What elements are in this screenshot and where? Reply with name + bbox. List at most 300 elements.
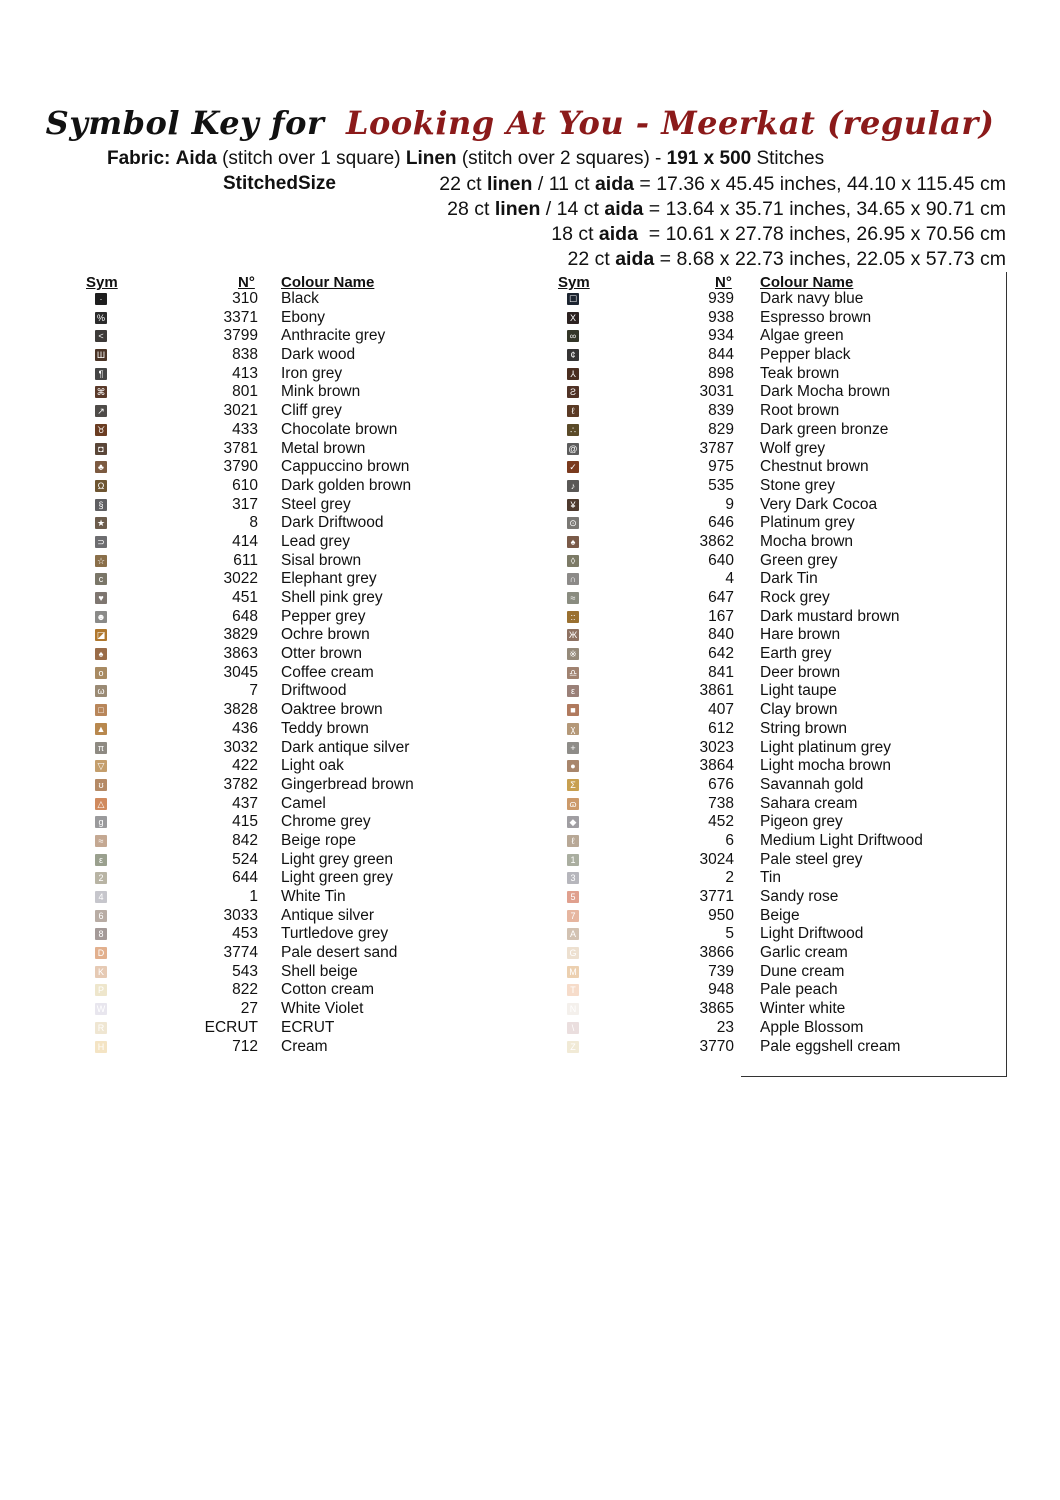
- size-text: = 17.36 x 45.45 inches, 44.10 x 115.45 cm: [633, 173, 1006, 195]
- colour-name: Beige rope: [281, 831, 356, 849]
- colour-row: [0, 1038, 1006, 1057]
- size-text: = 8.68 x 22.73 inches, 22.05 x 57.73 cm: [654, 248, 1006, 270]
- symbol-swatch: o: [95, 667, 107, 679]
- thread-number: 543: [232, 962, 258, 980]
- thread-number: 23: [716, 1018, 734, 1036]
- thread-number: 1: [249, 888, 258, 905]
- colour-name: Black: [281, 290, 319, 307]
- colour-name: Clay brown: [760, 701, 838, 719]
- colour-name: Turtledove grey: [281, 925, 389, 943]
- colour-name: Shell pink grey: [281, 589, 383, 606]
- size-text: 18 ct: [551, 223, 599, 245]
- colour-name: String brown: [760, 719, 848, 737]
- colour-name: Stone grey: [760, 476, 835, 494]
- colour-row: [0, 421, 1006, 440]
- symbol-swatch: ε: [567, 685, 579, 697]
- thread-number: 3865: [699, 1000, 734, 1018]
- fabric-label: Fabric:: [107, 148, 171, 169]
- colour-name: Light oak: [281, 757, 344, 775]
- thread-number: 948: [708, 981, 734, 999]
- fabric-aida-word: aida: [598, 223, 638, 245]
- colour-row: [0, 1000, 1006, 1019]
- symbol-swatch: G: [567, 947, 579, 959]
- thread-number: 3866: [699, 944, 734, 962]
- stitched-size-row: [551, 223, 1006, 246]
- thread-number: 3032: [223, 738, 258, 756]
- symbol-swatch: H: [95, 1041, 107, 1053]
- symbol-swatch: 3: [567, 872, 579, 884]
- symbol-swatch: ♠: [95, 648, 107, 660]
- thread-number: 3771: [699, 888, 734, 905]
- right-colour-list: [0, 290, 1006, 1056]
- colour-name: Chestnut brown: [760, 458, 869, 476]
- colour-name: Green grey: [760, 551, 838, 569]
- colour-name: Cliff grey: [281, 402, 342, 420]
- colour-row: [0, 682, 1006, 701]
- symbol-swatch: A: [567, 928, 579, 940]
- symbol-swatch: ¥: [567, 499, 579, 511]
- title-prefix: Symbol Key for: [45, 104, 325, 142]
- thread-number: 3781: [223, 439, 258, 457]
- colour-row: [0, 1019, 1006, 1038]
- symbol-swatch: χ: [567, 723, 579, 735]
- symbol-swatch: P: [95, 984, 107, 996]
- symbol-swatch: §: [95, 499, 107, 511]
- colour-name: Wolf grey: [760, 439, 826, 457]
- symbol-swatch: Ƨ: [567, 386, 579, 398]
- thread-number: 3799: [223, 327, 258, 345]
- table-border-bottom: [741, 1076, 1007, 1077]
- symbol-swatch: D: [95, 947, 107, 959]
- left-header-sym: Sym: [86, 274, 118, 291]
- thread-number: 3864: [699, 757, 734, 775]
- thread-number: 422: [232, 757, 258, 775]
- thread-number: 6: [725, 831, 734, 849]
- symbol-swatch: c: [95, 573, 107, 585]
- symbol-swatch: ¢: [567, 349, 579, 361]
- fabric-linen-note: (stitch over 2 squares) -: [461, 148, 662, 169]
- symbol-swatch: ℓ: [567, 835, 579, 847]
- symbol-swatch: ≈: [567, 592, 579, 604]
- colour-name: Earth grey: [760, 645, 832, 663]
- pattern-name: Looking At You - Meerkat (regular): [345, 104, 995, 142]
- symbol-swatch: ◘: [95, 443, 107, 455]
- colour-name: Pale peach: [760, 981, 838, 999]
- colour-name: Sandy rose: [760, 888, 839, 905]
- colour-name: Dark green bronze: [760, 420, 889, 438]
- colour-row: [0, 907, 1006, 926]
- thread-number: 840: [708, 626, 734, 644]
- symbol-swatch: ★: [96, 518, 106, 529]
- fabric-aida-note: (stitch over 1 square): [222, 148, 401, 169]
- colour-name: Light green grey: [281, 869, 394, 887]
- thread-number: 642: [708, 645, 734, 663]
- symbol-swatch: 8: [95, 928, 107, 940]
- symbol-swatch: ☐: [568, 294, 578, 304]
- colour-name: Light taupe: [760, 682, 837, 700]
- symbol-swatch: ♎: [568, 667, 578, 678]
- stitched-size-row: [439, 173, 1006, 196]
- thread-number: 938: [708, 308, 734, 326]
- page-title: [0, 104, 1040, 142]
- thread-number: 3021: [223, 402, 258, 420]
- colour-row: [0, 514, 1006, 533]
- thread-number: 3024: [699, 850, 734, 868]
- symbol-swatch: ♪: [567, 480, 579, 492]
- colour-row: [0, 664, 1006, 683]
- colour-row: [0, 608, 1006, 627]
- symbol-swatch: Ж: [568, 630, 578, 641]
- colour-name: Deer brown: [760, 663, 841, 681]
- thread-number: 739: [708, 962, 734, 980]
- colour-row: [0, 496, 1006, 515]
- table-border-right: [1006, 272, 1007, 1076]
- colour-name: Dark Driftwood: [281, 514, 384, 532]
- colour-row: [0, 626, 1006, 645]
- colour-name: Chrome grey: [281, 813, 371, 831]
- symbol-swatch: ♉: [96, 424, 106, 435]
- thread-number: 524: [232, 850, 258, 868]
- colour-name: Pale steel grey: [760, 850, 863, 868]
- thread-number: 3770: [699, 1037, 734, 1055]
- thread-number: 738: [708, 794, 734, 812]
- symbol-swatch: 5: [567, 891, 579, 903]
- colour-row: [0, 757, 1006, 776]
- colour-name: Oaktree brown: [281, 701, 383, 719]
- colour-name: Mink brown: [281, 383, 361, 401]
- thread-number: 2: [725, 869, 734, 887]
- colour-name: Cotton cream: [281, 981, 375, 999]
- thread-number: 167: [708, 607, 734, 625]
- colour-row: [0, 720, 1006, 739]
- thread-number: 829: [708, 420, 734, 438]
- symbol-swatch: ⅄: [567, 368, 579, 380]
- colour-row: [0, 813, 1006, 832]
- symbol-swatch: 4: [95, 891, 107, 903]
- thread-number: 3790: [223, 458, 258, 476]
- colour-name: Driftwood: [281, 682, 347, 700]
- colour-name: Beige: [760, 906, 800, 924]
- colour-row: [0, 795, 1006, 814]
- stitched-size-label: StitchedSize: [223, 173, 336, 194]
- symbol-swatch: ɷ: [567, 798, 579, 810]
- colour-name: Ochre brown: [281, 626, 370, 644]
- thread-number: 407: [708, 701, 734, 719]
- symbol-swatch: X: [567, 312, 579, 324]
- thread-number: 3371: [223, 308, 258, 326]
- colour-name: Dark wood: [281, 346, 356, 364]
- colour-name: Sisal brown: [281, 551, 362, 569]
- thread-number: 9: [725, 495, 734, 513]
- colour-row: [0, 645, 1006, 664]
- symbol-swatch: ε: [95, 854, 107, 866]
- thread-number: 3862: [699, 532, 734, 550]
- colour-row: [0, 888, 1006, 907]
- colour-row: [0, 739, 1006, 758]
- thread-number: 647: [708, 589, 734, 606]
- colour-name: Dark mustard brown: [760, 607, 900, 625]
- thread-number: 3045: [223, 663, 258, 681]
- colour-row: [0, 477, 1006, 496]
- symbol-swatch: ∞: [567, 330, 579, 342]
- symbol-swatch: R: [95, 1022, 107, 1034]
- colour-name: Iron grey: [281, 364, 343, 382]
- symbol-swatch: ●: [567, 760, 579, 772]
- colour-row: [0, 440, 1006, 459]
- colour-name: ECRUT: [281, 1018, 335, 1036]
- colour-name: Otter brown: [281, 645, 362, 663]
- colour-name: Dark Tin: [760, 570, 818, 588]
- thread-number: 648: [232, 607, 258, 625]
- colour-row: [0, 981, 1006, 1000]
- colour-name: Dune cream: [760, 962, 845, 980]
- colour-name: Teddy brown: [281, 719, 369, 737]
- colour-row: [0, 869, 1006, 888]
- symbol-swatch: ※: [567, 648, 579, 660]
- colour-name: Teak brown: [760, 364, 840, 382]
- fabric-linen-word: linen: [486, 173, 533, 195]
- colour-name: Rock grey: [760, 589, 830, 606]
- colour-row: [0, 365, 1006, 384]
- thread-number: 975: [708, 458, 734, 476]
- colour-name: Chocolate brown: [281, 420, 398, 438]
- colour-name: Mocha brown: [760, 532, 854, 550]
- symbol-swatch: Z: [567, 1041, 579, 1053]
- colour-name: Dark golden brown: [281, 476, 412, 494]
- symbol-swatch: 1: [567, 854, 579, 866]
- colour-name: Ebony: [281, 308, 325, 326]
- symbol-swatch: ⊃: [95, 536, 107, 548]
- colour-name: White Tin: [281, 888, 346, 905]
- thread-number: 839: [708, 402, 734, 420]
- colour-name: Very Dark Cocoa: [760, 495, 878, 513]
- colour-row: [0, 383, 1006, 402]
- symbol-swatch: ω: [95, 685, 107, 697]
- symbol-swatch: ↗: [95, 405, 107, 417]
- symbol-swatch: %: [96, 312, 105, 323]
- symbol-swatch: π: [95, 742, 107, 754]
- thread-number: 414: [232, 532, 258, 550]
- symbol-swatch: Ω: [95, 480, 107, 492]
- symbol-swatch: ∩: [567, 573, 579, 585]
- thread-number: 317: [232, 495, 258, 513]
- left-header-num: N°: [238, 274, 255, 291]
- colour-name: Dark navy blue: [760, 290, 864, 307]
- thread-number: 610: [232, 476, 258, 494]
- colour-name: Pale desert sand: [281, 944, 398, 962]
- thread-number: 3829: [223, 626, 258, 644]
- symbol-swatch: ▲: [96, 723, 106, 734]
- symbol-swatch: ʊ: [95, 779, 107, 791]
- thread-number: 451: [232, 589, 258, 606]
- colour-name: Pigeon grey: [760, 813, 843, 831]
- colour-name: Light grey green: [281, 850, 394, 868]
- size-text: 22 ct: [439, 173, 487, 195]
- colour-name: Tin: [760, 869, 781, 887]
- colour-name: Cream: [281, 1037, 328, 1055]
- thread-number: 7: [249, 682, 258, 700]
- thread-number: 3782: [223, 775, 258, 793]
- symbol-swatch: ¶: [95, 368, 107, 380]
- thread-number: 415: [232, 813, 258, 831]
- symbol-swatch: M: [567, 966, 579, 978]
- symbol-swatch: <: [95, 330, 107, 342]
- size-text: = 10.61 x 27.78 inches, 26.95 x 70.56 cm: [637, 223, 1006, 245]
- thread-number: 433: [232, 420, 258, 438]
- fabric-aida: Aida: [175, 148, 217, 169]
- thread-number: 436: [232, 719, 258, 737]
- colour-row: [0, 589, 1006, 608]
- symbol-swatch: ≈: [95, 835, 107, 847]
- symbol-swatch: g: [95, 816, 107, 828]
- colour-name: Platinum grey: [760, 514, 855, 532]
- thread-number: 3031: [699, 383, 734, 401]
- colour-name: Lead grey: [281, 532, 350, 550]
- thread-number: 437: [232, 794, 258, 812]
- thread-number: 3863: [223, 645, 258, 663]
- colour-row: [0, 458, 1006, 477]
- colour-name: Metal brown: [281, 439, 366, 457]
- colour-name: Cappuccino brown: [281, 458, 410, 476]
- thread-number: 950: [708, 906, 734, 924]
- colour-name: Espresso brown: [760, 308, 872, 326]
- colour-name: Medium Light Driftwood: [760, 831, 923, 849]
- left-header-name: Colour Name: [281, 274, 375, 291]
- symbol-swatch: Ш: [96, 350, 106, 361]
- colour-row: [0, 925, 1006, 944]
- size-text: / 14 ct: [540, 198, 605, 220]
- symbol-swatch: ♥: [95, 592, 107, 604]
- symbol-swatch: ⌘: [96, 387, 106, 398]
- colour-name: Winter white: [760, 1000, 846, 1018]
- colour-name: Dark Mocha brown: [760, 383, 891, 401]
- thread-number: 801: [232, 383, 258, 401]
- thread-number: 640: [708, 551, 734, 569]
- colour-name: Coffee cream: [281, 663, 374, 681]
- symbol-swatch: ◊: [567, 555, 579, 567]
- right-header-sym: Sym: [558, 274, 590, 291]
- thread-number: 676: [708, 775, 734, 793]
- fabric-linen: Linen: [405, 148, 457, 169]
- colour-name: Shell beige: [281, 962, 358, 980]
- thread-number: 4: [725, 570, 734, 588]
- symbol-swatch: ::: [567, 611, 579, 623]
- symbol-swatch: +: [567, 742, 579, 754]
- thread-number: 452: [708, 813, 734, 831]
- symbol-swatch: ♠: [567, 536, 579, 548]
- colour-row: [0, 552, 1006, 571]
- colour-name: Steel grey: [281, 495, 351, 513]
- symbol-swatch: ◪: [96, 630, 106, 641]
- thread-number: 413: [232, 364, 258, 382]
- thread-number: 842: [232, 831, 258, 849]
- colour-name: Pale eggshell cream: [760, 1037, 901, 1055]
- thread-number: 838: [232, 346, 258, 364]
- colour-name: Pepper black: [760, 346, 851, 364]
- thread-number: 712: [232, 1037, 258, 1055]
- size-text: 22 ct: [567, 248, 616, 270]
- colour-name: White Violet: [281, 1000, 364, 1018]
- colour-row: [0, 346, 1006, 365]
- thread-number: 310: [232, 290, 258, 307]
- colour-name: Elephant grey: [281, 570, 377, 588]
- thread-number: 934: [708, 327, 734, 345]
- colour-row: [0, 776, 1006, 795]
- symbol-swatch: △: [95, 798, 107, 810]
- thread-number: 3787: [699, 439, 734, 457]
- symbol-swatch: 6: [95, 910, 107, 922]
- symbol-swatch: T: [567, 984, 579, 996]
- thread-number: 611: [233, 551, 258, 569]
- thread-number: 8: [249, 514, 258, 532]
- symbol-swatch: ♣: [95, 461, 107, 473]
- symbol-swatch: 7: [567, 910, 579, 922]
- symbol-swatch: ⊙: [567, 517, 579, 529]
- fabric-stitches: Stitches: [756, 148, 825, 169]
- colour-name: Anthracite grey: [281, 327, 386, 345]
- thread-number: 3023: [699, 738, 734, 756]
- stitched-size-row: [447, 198, 1006, 221]
- colour-name: Savannah gold: [760, 775, 864, 793]
- symbol-swatch: □: [95, 704, 107, 716]
- size-text: 28 ct: [447, 198, 495, 220]
- colour-name: Hare brown: [760, 626, 841, 644]
- symbol-swatch: ·: [95, 293, 107, 305]
- thread-number: 3774: [223, 944, 258, 962]
- symbol-swatch: ✓: [567, 461, 579, 473]
- thread-number: 27: [240, 1000, 258, 1018]
- right-header-num: N°: [715, 274, 732, 291]
- symbol-swatch: ▽: [95, 760, 107, 772]
- colour-row: [0, 963, 1006, 982]
- thread-number: 453: [232, 925, 258, 943]
- thread-number: ECRUT: [204, 1018, 258, 1036]
- fabric-dims: 191 x 500: [666, 148, 752, 169]
- size-text: = 13.64 x 35.71 inches, 34.65 x 90.71 cm: [643, 198, 1006, 220]
- colour-row: [0, 402, 1006, 421]
- thread-number: 5: [725, 925, 734, 943]
- right-header-name: Colour Name: [760, 274, 854, 291]
- fabric-aida-word: aida: [594, 173, 634, 195]
- colour-row: [0, 309, 1006, 328]
- colour-name: Algae green: [760, 327, 844, 345]
- thread-number: 844: [708, 346, 734, 364]
- thread-number: 841: [708, 663, 734, 681]
- thread-number: 535: [708, 476, 734, 494]
- thread-number: 646: [708, 514, 734, 532]
- symbol-swatch: Σ: [567, 779, 579, 791]
- symbol-swatch: 2: [95, 872, 107, 884]
- thread-number: 898: [708, 364, 734, 382]
- thread-number: 3033: [223, 906, 258, 924]
- colour-name: Antique silver: [281, 906, 375, 924]
- fabric-aida-word: aida: [615, 248, 655, 270]
- symbol-swatch: @: [568, 443, 578, 454]
- colour-name: Light platinum grey: [760, 738, 891, 756]
- symbol-swatch: W: [96, 1004, 106, 1015]
- colour-name: Root brown: [760, 402, 840, 420]
- colour-row: [0, 701, 1006, 720]
- colour-row: [0, 944, 1006, 963]
- size-text: / 11 ct: [532, 173, 595, 195]
- colour-name: Light Driftwood: [760, 925, 864, 943]
- symbol-swatch: ☆: [96, 555, 106, 566]
- colour-name: Pepper grey: [281, 607, 366, 625]
- fabric-line: [107, 148, 824, 170]
- fabric-aida-word: aida: [604, 198, 644, 220]
- colour-row: [0, 570, 1006, 589]
- fabric-linen-word: linen: [494, 198, 541, 220]
